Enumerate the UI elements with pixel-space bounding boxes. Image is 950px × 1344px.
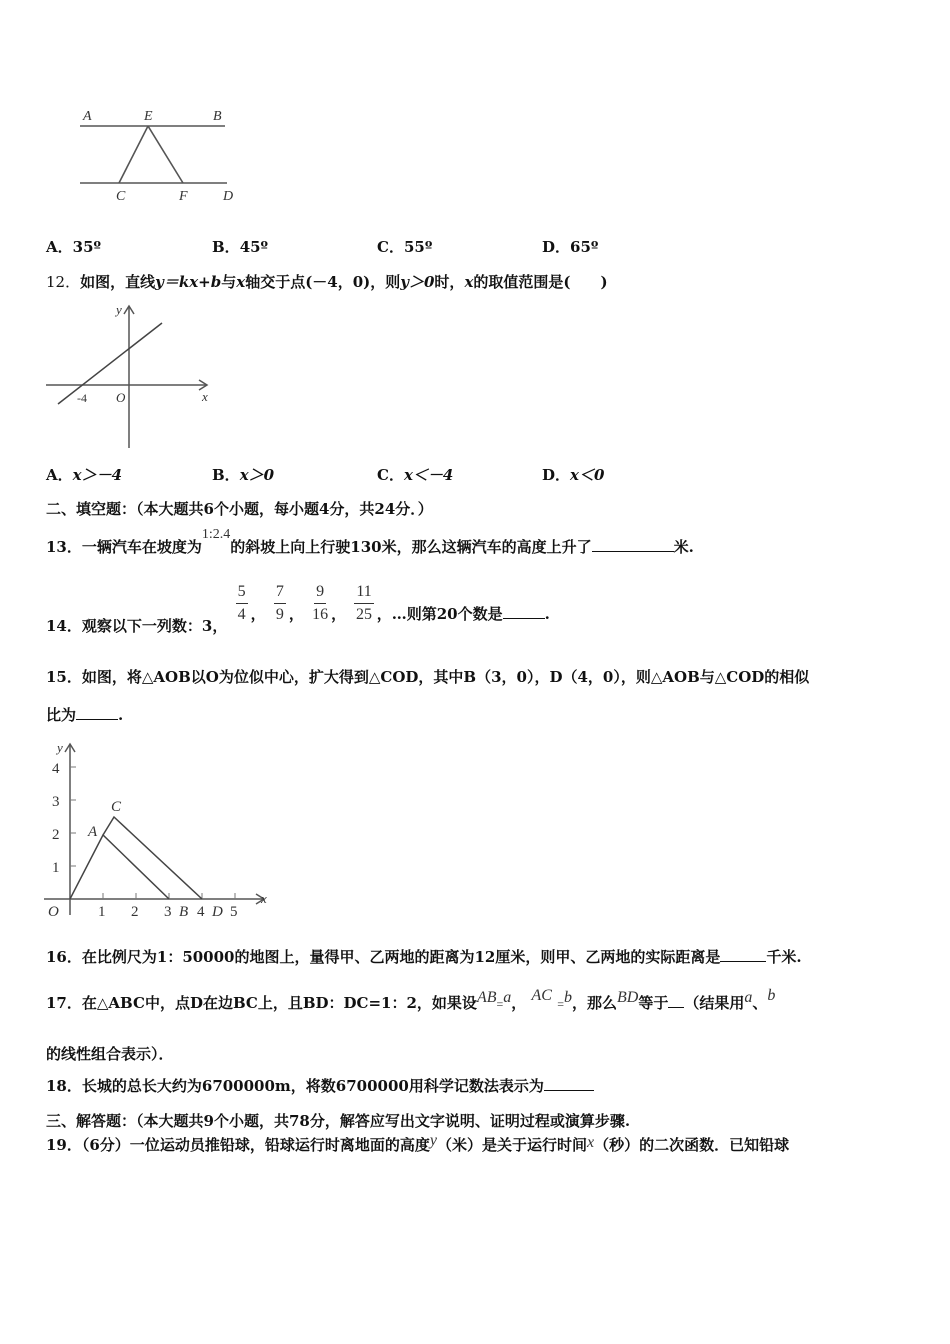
y-tick-3: 3 — [52, 794, 60, 810]
vector-ac: AC — [531, 987, 552, 1004]
x-tick-3: 3 — [164, 904, 172, 920]
q11-option-d: D．65º — [542, 238, 599, 256]
fraction-5-4: $\frac{5}{4}$ — [237, 583, 246, 623]
label-e: E — [144, 109, 153, 124]
triangle-aob — [70, 835, 169, 899]
q12-option-a: A．x＞－4 — [46, 466, 123, 484]
line-kx-b — [58, 323, 162, 404]
q12-option-d: D．x＜0 — [542, 466, 605, 484]
q12-option-c: C．x＜－4 — [377, 466, 454, 484]
question-17-line1: 17．在△ABC中，点D在边BC上，且BD：DC=1：2，如果设AB=a， AC =b，那么BD等于 （结果用a、b — [46, 987, 776, 1012]
answer-blank[interactable] — [668, 992, 684, 1008]
q11-option-a: A．35º — [46, 238, 102, 256]
y-label: y — [57, 740, 63, 755]
origin-label: O — [48, 904, 59, 920]
fraction-7-9: $\frac{7}{9}$ — [275, 583, 284, 623]
point-c-label: C — [111, 799, 122, 815]
label-a: A — [83, 109, 92, 124]
vector-bd: BD — [617, 989, 639, 1006]
segment-ef — [148, 126, 183, 183]
q11-option-c: C．55º — [377, 238, 433, 256]
q11-option-b: B．45º — [212, 238, 269, 256]
answer-blank[interactable] — [592, 536, 674, 552]
triangle-cod — [103, 817, 202, 899]
question-17-line2: 的线性组合表示）． — [46, 1045, 174, 1063]
x-tick-5: 5 — [230, 904, 238, 920]
answer-blank[interactable] — [720, 946, 766, 962]
question-14: 14．观察以下一列数：3， $\frac{5}{4}$ ， $\frac{7}{9}$ ， $\frac{9}{16}$ ， $\frac{11}{25}$ ，…则第20个数是 . — [46, 583, 550, 636]
question-15-line1: 15．如图，将△AOB以O为位似中心，扩大得到△COD，其中B（3，0），D（4，0），则△AOB与△COD的相似 — [46, 668, 810, 686]
point-a-label: A — [88, 824, 98, 840]
section-2-heading: 二、填空题：（本大题共6个小题，每小题4分，共24分．） — [46, 500, 433, 518]
y-tick-2: 2 — [52, 827, 60, 843]
question-19: 19．（6分）一位运动员推铅球，铅球运行时离地面的高度y（米）是关于运行时间x（秒）的二次函数．已知铅球 — [46, 1132, 790, 1154]
y-tick-4: 4 — [52, 761, 60, 777]
section-3-heading: 三、解答题：（本大题共9个小题，共78分，解答应写出文字说明、证明过程或演算步骤. — [46, 1112, 631, 1130]
question-15-line2: 比为 . — [46, 706, 124, 724]
x-label: x — [261, 891, 267, 906]
point-b-label: B — [179, 904, 189, 920]
q15-figure — [42, 740, 272, 920]
label-b: B — [213, 109, 222, 124]
x-tick-2: 2 — [131, 904, 139, 920]
label-c: C — [116, 189, 126, 204]
q12-option-b: B．x＞0 — [212, 466, 275, 484]
answer-blank[interactable] — [544, 1075, 594, 1091]
y-label: y — [116, 302, 122, 317]
slope-ratio: 1:2.4 — [201, 527, 231, 542]
origin-label: O — [116, 390, 126, 405]
intercept-label: -4 — [77, 391, 87, 405]
fraction-11-25: $\frac{11}{25}$ — [356, 583, 373, 623]
q12-figure — [42, 298, 217, 453]
label-f: F — [179, 189, 188, 204]
q11-figure — [70, 100, 250, 210]
question-12: 12．如图，直线y＝kx+b与x轴交于点(－4，0)，则y＞0时，x的取值范围是( ) — [46, 273, 608, 291]
x-label: x — [202, 389, 208, 404]
x-tick-1: 1 — [98, 904, 106, 920]
question-18: 18．长城的总长大约为6700000m，将数6700000用科学记数法表示为 — [46, 1075, 594, 1096]
point-d-label: D — [212, 904, 223, 920]
label-d: D — [223, 189, 234, 204]
x-tick-4: 4 — [197, 904, 205, 920]
question-13: 13．一辆汽车在坡度为1:2.4的斜坡上向上行驶130米，那么这辆汽车的高度上升了 米. — [46, 527, 694, 556]
answer-blank[interactable] — [503, 603, 545, 619]
vector-ab: AB — [476, 989, 497, 1006]
question-16: 16．在比例尺为1：50000的地图上，量得甲、乙两地的距离为12厘米，则甲、乙两地的实际距离是 千米. — [46, 948, 802, 966]
fraction-9-16: $\frac{9}{16}$ — [312, 583, 329, 623]
segment-ec — [119, 126, 148, 183]
y-tick-1: 1 — [52, 860, 60, 876]
answer-blank[interactable] — [76, 704, 118, 720]
